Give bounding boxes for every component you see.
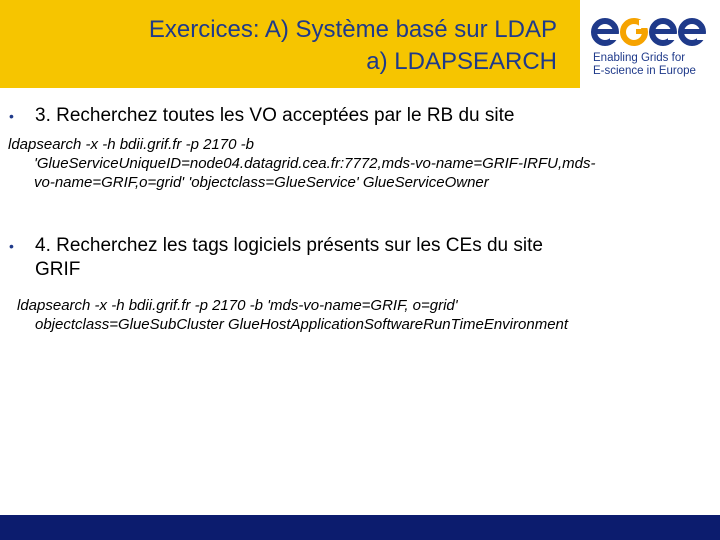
footer-bar bbox=[0, 515, 720, 540]
bullet-text-line1: 4. Recherchez les tags logiciels présents sur les CEs du site bbox=[35, 235, 543, 256]
logo-tagline bbox=[593, 52, 696, 78]
slide-title-line2: a) LDAPSEARCH bbox=[366, 48, 557, 75]
command-block bbox=[17, 296, 568, 334]
command-block bbox=[8, 135, 595, 192]
command-line: ldapsearch -x -h bdii.grif.fr -p 2170 -b 'mds-vo-name=GRIF, o=grid' bbox=[17, 297, 458, 314]
command-line: ldapsearch -x -h bdii.grif.fr -p 2170 -b bbox=[8, 136, 254, 153]
command-line: vo-name=GRIF,o=grid' 'objectclass=GlueService' GlueServiceOwner bbox=[34, 174, 489, 191]
slide-title bbox=[149, 14, 557, 78]
command-line: 'GlueServiceUniqueID=node04.datagrid.cea.fr:7772,mds-vo-name=GRIF-IRFU,mds- bbox=[34, 155, 596, 172]
bullet-text-line2: GRIF bbox=[35, 259, 81, 280]
egee-wordmark-icon bbox=[590, 14, 710, 50]
egee-logo bbox=[590, 14, 710, 84]
bullet-dot-icon: • bbox=[9, 108, 14, 124]
bullet-dot-icon: • bbox=[9, 238, 14, 254]
logo-tagline-line2: E-science in Europe bbox=[593, 65, 696, 77]
command-line: objectclass=GlueSubCluster GlueHostApplicationSoftwareRunTimeEnvironment bbox=[35, 316, 569, 333]
slide-title-line1: Exercices: A) Système basé sur LDAP bbox=[148, 16, 557, 43]
bullet-text: 3. Recherchez toutes les VO acceptées par le RB du site bbox=[35, 105, 515, 126]
logo-tagline-line1: Enabling Grids for bbox=[593, 52, 686, 64]
bullet-text bbox=[35, 234, 543, 282]
